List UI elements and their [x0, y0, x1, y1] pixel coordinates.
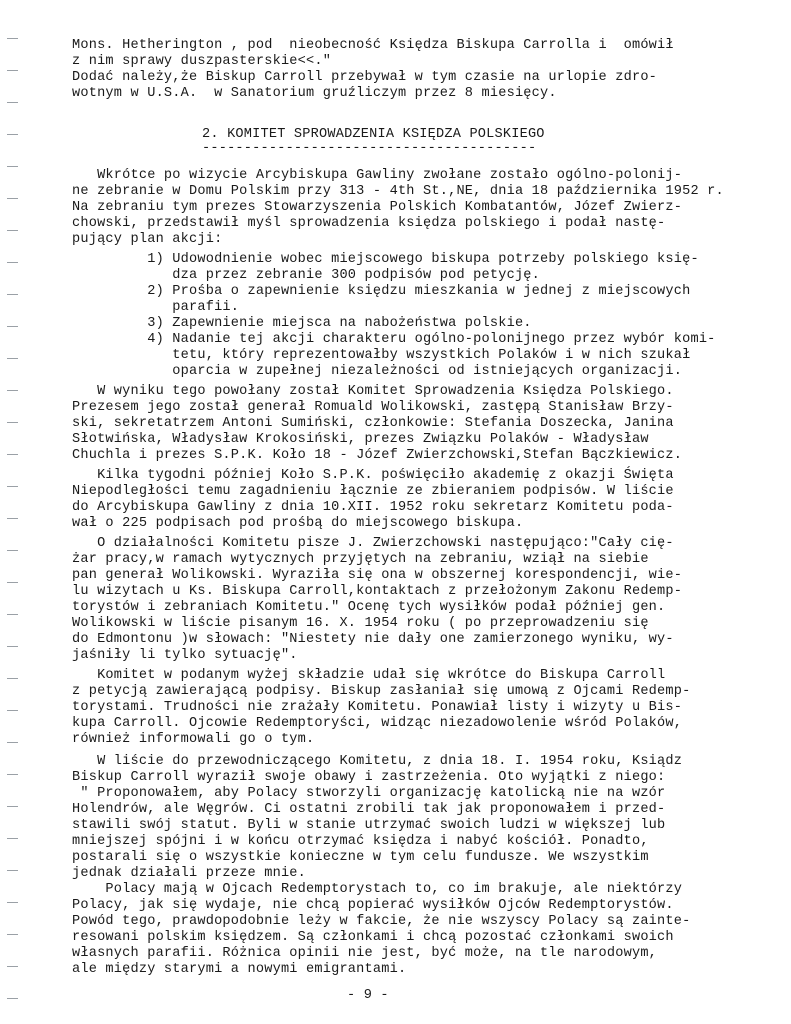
- text-line: Biskup Carroll wyraził swoje obawy i zastrzeżenia. Oto wyjątki z niego:: [72, 770, 666, 785]
- text-line: 1) Udowodnienie wobec miejscowego biskupa potrzeby polskiego księ-: [72, 252, 699, 267]
- text-line: z petycją zawierającą podpisy. Biskup zasłaniał się umową z Ojcami Redemp-: [72, 684, 691, 699]
- margin-mark: [7, 454, 18, 455]
- margin-mark: [7, 518, 18, 519]
- margin-mark: [7, 678, 18, 679]
- text-line: Chuchla i prezes S.P.K. Koło 18 - Józef Zwierzchowski,Stefan Bączkiewicz.: [72, 448, 683, 463]
- margin-mark: [7, 710, 18, 711]
- text-line: " Proponowałem, aby Polacy stworzyli organizację katolicką nie na wzór: [72, 786, 666, 801]
- text-line: stawili swój statut. Byli w stanie utrzymać swoich ludzi w większej lub: [72, 818, 666, 833]
- text-line: pan generał Wolikowski. Wyraziła się ona w obszernej korespondencji, wie-: [72, 568, 683, 583]
- margin-mark: [7, 70, 18, 71]
- text-line: Polacy, jak się wydaje, nie chcą popierać wysiłków Ojców Redemptorystów.: [72, 898, 674, 913]
- text-line: 3) Zapewnienie miejsca na nabożeństwa polskie.: [72, 316, 532, 331]
- text-line: Niepodległości temu zagadnieniu łącznie ze zbieraniem podpisów. W liście: [72, 484, 674, 499]
- text-line: również informowali go o tym.: [72, 732, 315, 747]
- text-line: torystów i zebraniach Komitetu." Ocenę tych wysiłków podał później gen.: [72, 600, 666, 615]
- margin-mark: [7, 422, 18, 423]
- text-line: jednak działali przeze mnie.: [72, 866, 307, 881]
- margin-mark: [7, 806, 18, 807]
- text-line: chowski, przedstawił myśl sprowadzenia księdza polskiego i podał nastę-: [72, 216, 666, 231]
- punched-margin: [0, 0, 20, 1024]
- text-line: Słotwińska, Władysław Krokosiński, prezes Związku Polaków - Władysław: [72, 432, 649, 447]
- margin-mark: [7, 742, 18, 743]
- text-line: ale między starymi a nowymi emigrantami.: [72, 962, 407, 977]
- text-line: parafii.: [72, 300, 240, 315]
- margin-mark: [7, 870, 18, 871]
- text-line: Wolikowski w liście pisanym 16. X. 1954 roku ( po przeprowadzeniu się: [72, 616, 649, 631]
- heading-underline: ----------------------------------------: [202, 141, 537, 156]
- text-line: Holendrów, ale Węgrów. Ci ostatni zrobili tak jak proponowałem i przed-: [72, 802, 666, 817]
- text-line: Polacy mają w Ojcach Redemptorystach to, co im brakuje, ale niektórzy: [72, 882, 683, 897]
- text-line: wał o 225 podpisach pod prośbą do miejscowego biskupa.: [72, 516, 524, 531]
- text-line: Na zebraniu tym prezes Stowarzyszenia Polskich Kombatantów, Józef Zwierz-: [72, 200, 683, 215]
- text-line: ne zebranie w Domu Polskim przy 313 - 4th St.,NE, dnia 18 października 1952 r.: [72, 184, 724, 199]
- margin-mark: [7, 550, 18, 551]
- margin-mark: [7, 262, 18, 263]
- text-line: wotnym w U.S.A. w Sanatorium gruźliczym przez 8 miesięcy.: [72, 86, 557, 101]
- margin-mark: [7, 358, 18, 359]
- margin-mark: [7, 998, 18, 999]
- margin-mark: [7, 102, 18, 103]
- margin-mark: [7, 166, 18, 167]
- margin-mark: [7, 966, 18, 967]
- text-line: dza przez zebranie 300 podpisów pod petycję.: [72, 268, 541, 283]
- text-line: W wyniku tego powołany został Komitet Sprowadzenia Księdza Polskiego.: [72, 384, 674, 399]
- margin-mark: [7, 646, 18, 647]
- margin-mark: [7, 294, 18, 295]
- text-line: Prezesem jego został generał Romuald Wolikowski, zastępą Stanisław Brzy-: [72, 400, 674, 415]
- text-line: Mons. Hetherington , pod nieobecność Księdza Biskupa Carrolla i omówił: [72, 38, 674, 53]
- margin-mark: [7, 774, 18, 775]
- margin-mark: [7, 326, 18, 327]
- margin-mark: [7, 486, 18, 487]
- text-line: torystami. Trudności nie zrażały Komitetu. Ponawiał listy i wizyty u Bis-: [72, 700, 683, 715]
- text-line: oparcia w zupełnej niezależności od istniejących organizacji.: [72, 364, 683, 379]
- text-line: własnych parafii. Różnica opinii nie jest, być może, na tle narodowym,: [72, 946, 658, 961]
- page-number: - 9 -: [347, 988, 389, 1003]
- text-line: tetu, który reprezentowałby wszystkich Polaków i w nich szukał: [72, 348, 691, 363]
- margin-mark: [7, 230, 18, 231]
- text-line: Wkrótce po wizycie Arcybiskupa Gawliny zwołane zostało ogólno-polonij-: [72, 168, 683, 183]
- margin-mark: [7, 582, 18, 583]
- text-line: mniejszej spójni i w końcu otrzymać księdza i nabyć kościół. Ponadto,: [72, 834, 649, 849]
- text-line: do Arcybiskupa Gawliny z dnia 10.XII. 1952 roku sekretarz Komitetu poda-: [72, 500, 674, 515]
- margin-mark: [7, 614, 18, 615]
- section-heading: 2. KOMITET SPROWADZENIA KSIĘDZA POLSKIEGO: [202, 127, 545, 142]
- margin-mark: [7, 390, 18, 391]
- text-line: Kilka tygodni później Koło S.P.K. poświęciło akademię z okazji Święta: [72, 468, 674, 483]
- margin-mark: [7, 838, 18, 839]
- margin-mark: [7, 198, 18, 199]
- margin-mark: [7, 38, 18, 39]
- text-line: pujący plan akcji:: [72, 232, 223, 247]
- text-line: ski, sekretatrzem Antoni Sumiński, członkowie: Stefania Doszecka, Janina: [72, 416, 674, 431]
- text-line: żar pracy,w ramach wytycznych przyjętych na zebraniu, wziął na siebie: [72, 552, 649, 567]
- text-line: do Edmontonu )w słowach: "Niestety nie dały one zamierzonego wyniku, wy-: [72, 632, 674, 647]
- text-line: 2) Prośba o zapewnienie księdzu mieszkania w jednej z miejscowych: [72, 284, 691, 299]
- text-line: Komitet w podanym wyżej składzie udał się wkrótce do Biskupa Carroll: [72, 668, 666, 683]
- text-line: lu wizytach u Ks. Biskupa Carroll,kontaktach z przełożonym Zakonu Redemp-: [72, 584, 683, 599]
- text-line: jaśniły li tylko sytuację".: [72, 648, 298, 663]
- margin-mark: [7, 902, 18, 903]
- text-line: W liście do przewodniczącego Komitetu, z dnia 18. I. 1954 roku, Ksiądz: [72, 754, 683, 769]
- text-line: 4) Nadanie tej akcji charakteru ogólno-polonijnego przez wybór komi-: [72, 332, 716, 347]
- text-line: Dodać należy,że Biskup Carroll przebywał w tym czasie na urlopie zdro-: [72, 70, 658, 85]
- text-line: z nim sprawy duszpasterskie<<.": [72, 54, 332, 69]
- text-line: resowani polskim księdzem. Są członkami i chcą pozostać członkami swoich: [72, 930, 674, 945]
- text-line: kupa Carroll. Ojcowie Redemptoryści, widząc niezadowolenie wśród Polaków,: [72, 716, 683, 731]
- text-line: O działalności Komitetu pisze J. Zwierzchowski następująco:"Cały cię-: [72, 536, 674, 551]
- text-line: Powód tego, prawdopodobnie leży w fakcie, że nie wszyscy Polacy są zainte-: [72, 914, 691, 929]
- margin-mark: [7, 934, 18, 935]
- margin-mark: [7, 134, 18, 135]
- text-line: postarali się o wszystkie konieczne w tym celu fundusze. We wszystkim: [72, 850, 649, 865]
